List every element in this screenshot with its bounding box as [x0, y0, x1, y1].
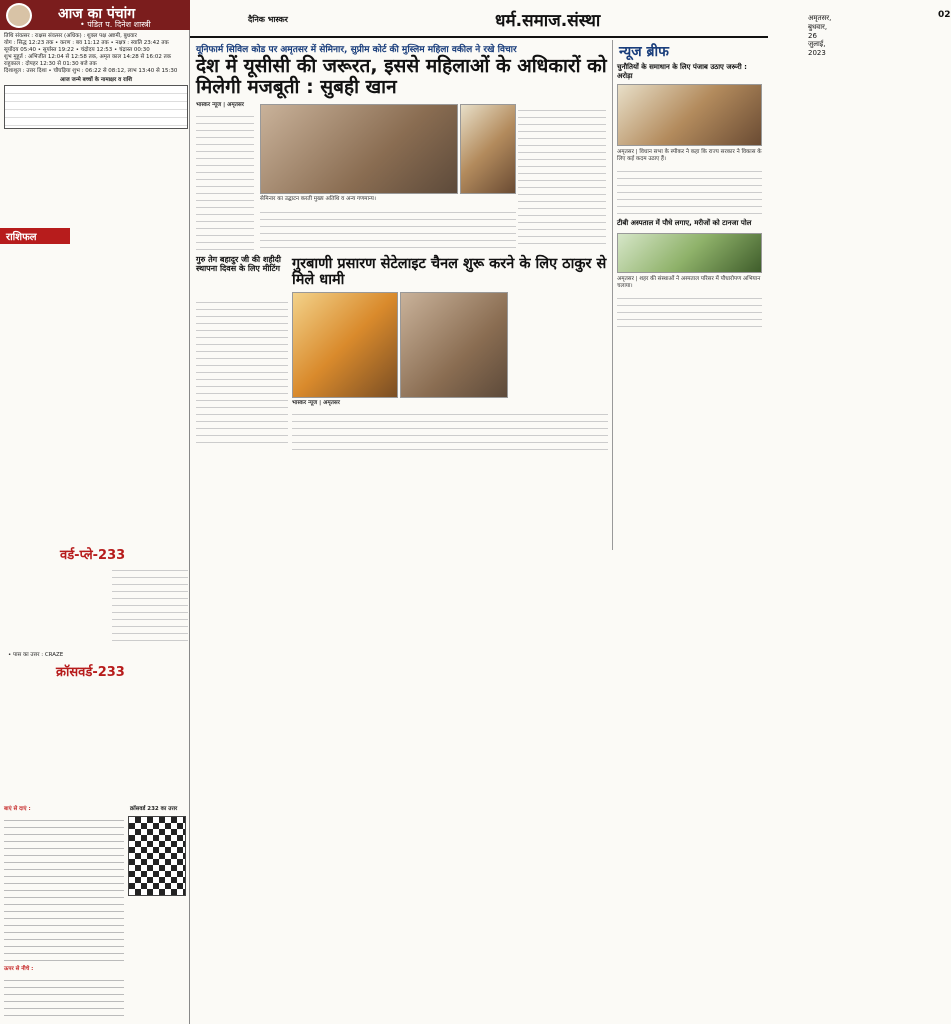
page-number: 02 [938, 10, 951, 20]
panchang-line: तिथि संवत्सर : राक्षस संवत्सर (अधिक) : शुक्ल पक्ष अष्टमी, बुधवार [4, 33, 137, 39]
lead-photo-side [460, 104, 516, 194]
gurbani-side-body [196, 296, 288, 446]
brief-1-head: चुनौतियों के समाधान के लिए पंजाब उठाए जरूरी : अरोड़ा [617, 63, 747, 80]
lead-body-1 [196, 110, 254, 250]
crossword-across-header: बाएं से दाएं : [4, 806, 31, 812]
crossword-answer-grid [128, 816, 186, 896]
brief-1-text: अमृतसर | विधान सभा के स्पीकर ने कहा कि राज्य सरकार ने विकास के लिए कई कदम उठाए हैं। [617, 149, 762, 162]
panchang-line: दिशाशूल : उत्तर दिशा • चौघड़िया शुभ : 06:22 से 08:12, लाभ 13:40 से 15:30 [4, 68, 178, 74]
panchang-line: राहुकाल : दोपहर 12:30 से 01:30 बजे तक [4, 61, 97, 67]
lead-headline: देश में यूसीसी की जरूरत, इससे महिलाओं के अधिकारों को मिलेगी मजबूती : सुबही खान [196, 55, 607, 99]
brief-2-head: टीबी अस्पताल में पौधे लगाए, मरीजों को टानजा पोल [617, 219, 752, 227]
gurbani-byline: भास्कर न्यूज | अमृतसर [292, 400, 340, 406]
panchang-body [4, 33, 188, 129]
brief-1-body [617, 165, 762, 215]
wordplay-clues [112, 564, 188, 644]
gurbani-headline: गुरबाणी प्रसारण सेटेलाइट चैनल शुरू करने के लिए ठाकुर से मिले धामी [292, 256, 607, 289]
panchang-header [0, 0, 190, 30]
panchang-line: योग : सिद्ध 12:23 तक • करण : बव 11:12 तक • नक्षत्र : स्वाति 23:42 तक [4, 40, 169, 46]
news-brief-title: न्यूज ब्रीफ [619, 44, 669, 60]
crossword-clues [4, 814, 124, 964]
lead-body-2 [260, 206, 516, 248]
panchang-line: सूर्योदय 05:40 • सूर्यास्त 19:22 • चंद्रोदय 12:53 • चंद्रास्त 00:30 [4, 47, 150, 53]
left-column [0, 0, 190, 1024]
brand: दैनिक भास्कर [248, 15, 288, 24]
gurbani-photo-2 [400, 292, 508, 398]
news-brief-column [612, 40, 766, 550]
crossword-grid [6, 678, 182, 804]
brief-2-body [617, 292, 762, 332]
crossword-down-header: ऊपर से नीचे : [4, 966, 34, 972]
wordplay-title: वर्ड-प्ले-233 [60, 548, 126, 563]
gurbani-side-head: गुरु तेग बहादुर जी की शहीदी स्थापना दिवस के लिए मीटिंग [196, 255, 281, 273]
panchang-line: शुभ मुहूर्त : अभिजीत 12:04 से 12:58 तक, अमृत काल 14:28 से 16:02 तक [4, 54, 171, 60]
author-avatar [6, 3, 32, 28]
brief-2-photo [617, 233, 762, 273]
panchang-table-title: आज जन्मे बच्चों के नामाक्षर व राशि [60, 77, 132, 83]
brief-1-photo [617, 84, 762, 146]
crossword-title: क्रॉसवर्ड-233 [56, 665, 125, 680]
panchang-author: • पंडित प. दिनेश शास्त्री [80, 20, 151, 29]
crossword-answer-title: क्रॉसवर्ड 232 का उत्तर [130, 806, 178, 812]
section-title: धर्म.समाज.संस्था [495, 11, 601, 31]
gurbani-photo-1 [292, 292, 398, 398]
gurbani-body [292, 408, 608, 450]
lead-photo-main [260, 104, 458, 194]
panchang-table [4, 85, 188, 129]
rashifal-title: राशिफल [0, 228, 70, 244]
brief-2-text: अमृतसर | शहर की संस्थाओं ने अस्पताल परिसर में पौधारोपण अभियान चलाया। [617, 276, 761, 289]
wordplay-answer: • पास का उत्तर : CRAZE [8, 652, 64, 658]
crossword-down-clues [4, 974, 124, 1020]
lead-kicker: यूनिफार्म सिविल कोड पर अमृतसर में सेमिनार, सुप्रीम कोर्ट की मुस्लिम महिला वकील ने रखे विचार [196, 45, 517, 55]
lead-byline: भास्कर न्यूज | अमृतसर [196, 102, 244, 108]
lead-caption: सेमिनार का उद्घाटन करती मुख्य अतिथि व अन्य गणमान्य। [260, 196, 376, 202]
panchang-title: आज का पंचांग [58, 6, 136, 22]
date-line: अमृतसर, बुधवार, 26 जुलाई, 2023 [808, 14, 832, 57]
lead-body-3 [518, 104, 606, 250]
